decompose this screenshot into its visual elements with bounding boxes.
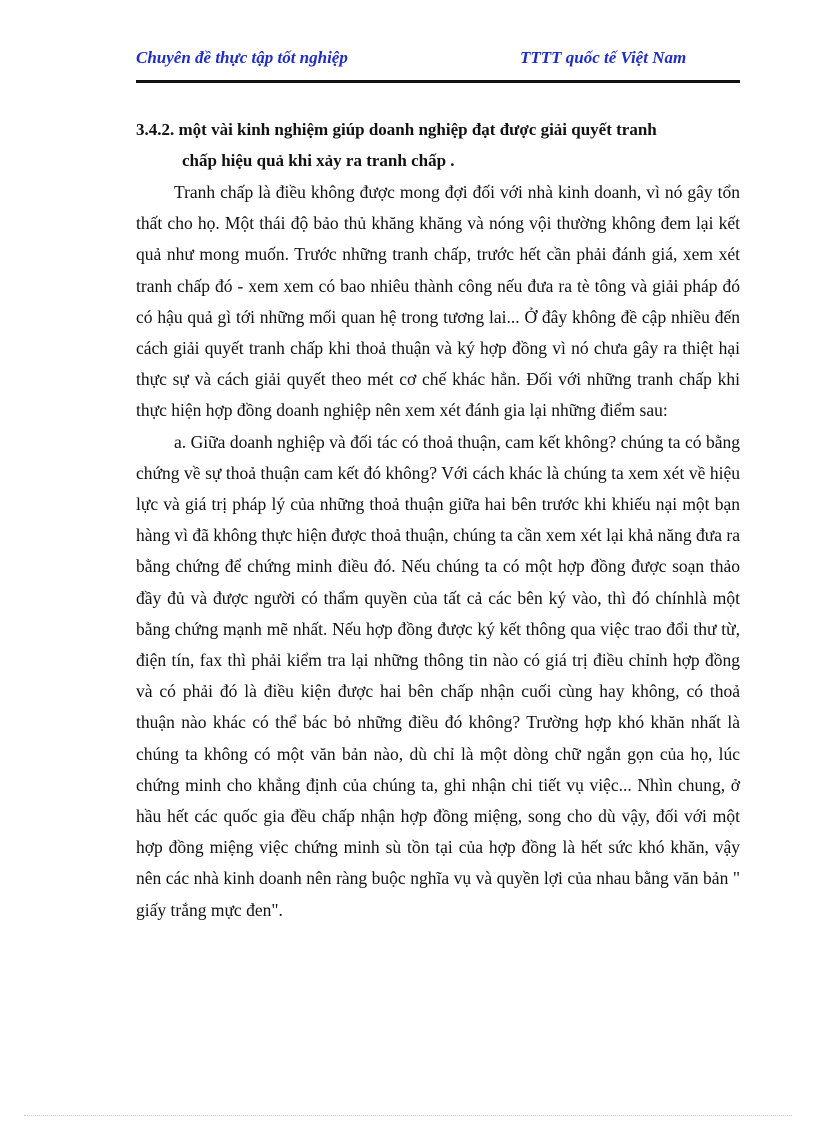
section-heading-line-1: 3.4.2. một vài kinh nghiệm giúp doanh nghiệp đạt được giải quyết tranh [136,120,657,139]
paragraph-intro: Tranh chấp là điều không được mong đợi đối với nhà kinh doanh, vì nó gây tổn thất cho họ. Một thái độ bảo thủ khăng khăng và nóng vội thường không đem lại kết quả như mong muốn. Trước những tranh chấp, trước hết cần phải đánh giá, xem xét tranh chấp đó - xem xem có bao nhiêu thành công nếu đưa ra tè tông và giải pháp đó có hậu quả gì tới những mối quan hệ trong tương lai... Ở đây không đề cập nhiều đến cách giải quyết tranh chấp khi thoả thuận và ký hợp đồng vì nó chưa gây ra thiệt hại thực sự và cách giải quyết theo mét cơ chế khác hẳn. Đối với những tranh chấp khi thực hiện hợp đồng doanh nghiệp nên xem xét đánh gia lại những điểm sau: [136,182,740,421]
header-divider [136,80,740,83]
paragraph-point-a: a. Giữa doanh nghiệp và đối tác có thoả thuận, cam kết không? chúng ta có bằng chứng về sự thoả thuận cam kết đó không? Với cách khác là chúng ta xem xét về hiệu lực và giá trị pháp lý của những thoả thuận giữa hai bên trước khi khiếu nại một bạn hàng vì đã không thực hiện được thoả thuận, chúng ta cần xem xét lại khả năng đưa ra bằng chứng để chứng minh điều đó. Nếu chúng ta có một hợp đồng được soạn thảo đầy đủ và được người có thẩm quyền của tất cả các bên ký vào, thì đó chínhlà một bằng chứng mạnh mẽ nhất. Nếu hợp đồng được ký kết thông qua việc trao đổi thư từ, điện tín, fax thì phải kiểm tra lại những thông tin nào có giá trị điều chỉnh hợp đồng và có phải đó là điều kiện được hai bên chấp nhận cuối cùng hay không, có thoả thuận nào khác có thể bác bỏ những điều đó không? Trường hợp khó khăn nhất là chúng ta không có một văn bản nào, dù chỉ là một dòng chữ ngắn gọn của họ, lúc chứng minh cho khẳng định của chúng ta, ghi nhận chi tiết vụ việc... Nhìn chung, ở hầu hết các quốc gia đều chấp nhận hợp đồng miệng, song cho dù vậy, đối với một hợp đồng miệng việc chứng minh sù tồn tại của hợp đồng là hết sức khó khăn, vậy nên các nhà kinh doanh nên ràng buộc nghĩa vụ và quyền lợi của nhau bằng văn bản " giấy trắng mực đen". [136,431,740,920]
section-heading [136,114,740,176]
header-organization: TTTT quốc tế Việt Nam [520,48,687,67]
body-text [136,177,740,926]
page-bottom-divider [24,1115,792,1116]
page-header [136,48,740,72]
section-heading-line-2: chấp hiệu quả khi xảy ra tranh chấp . [182,151,455,170]
header-document-title: Chuyên đề thực tập tốt nghiệp [136,48,348,67]
